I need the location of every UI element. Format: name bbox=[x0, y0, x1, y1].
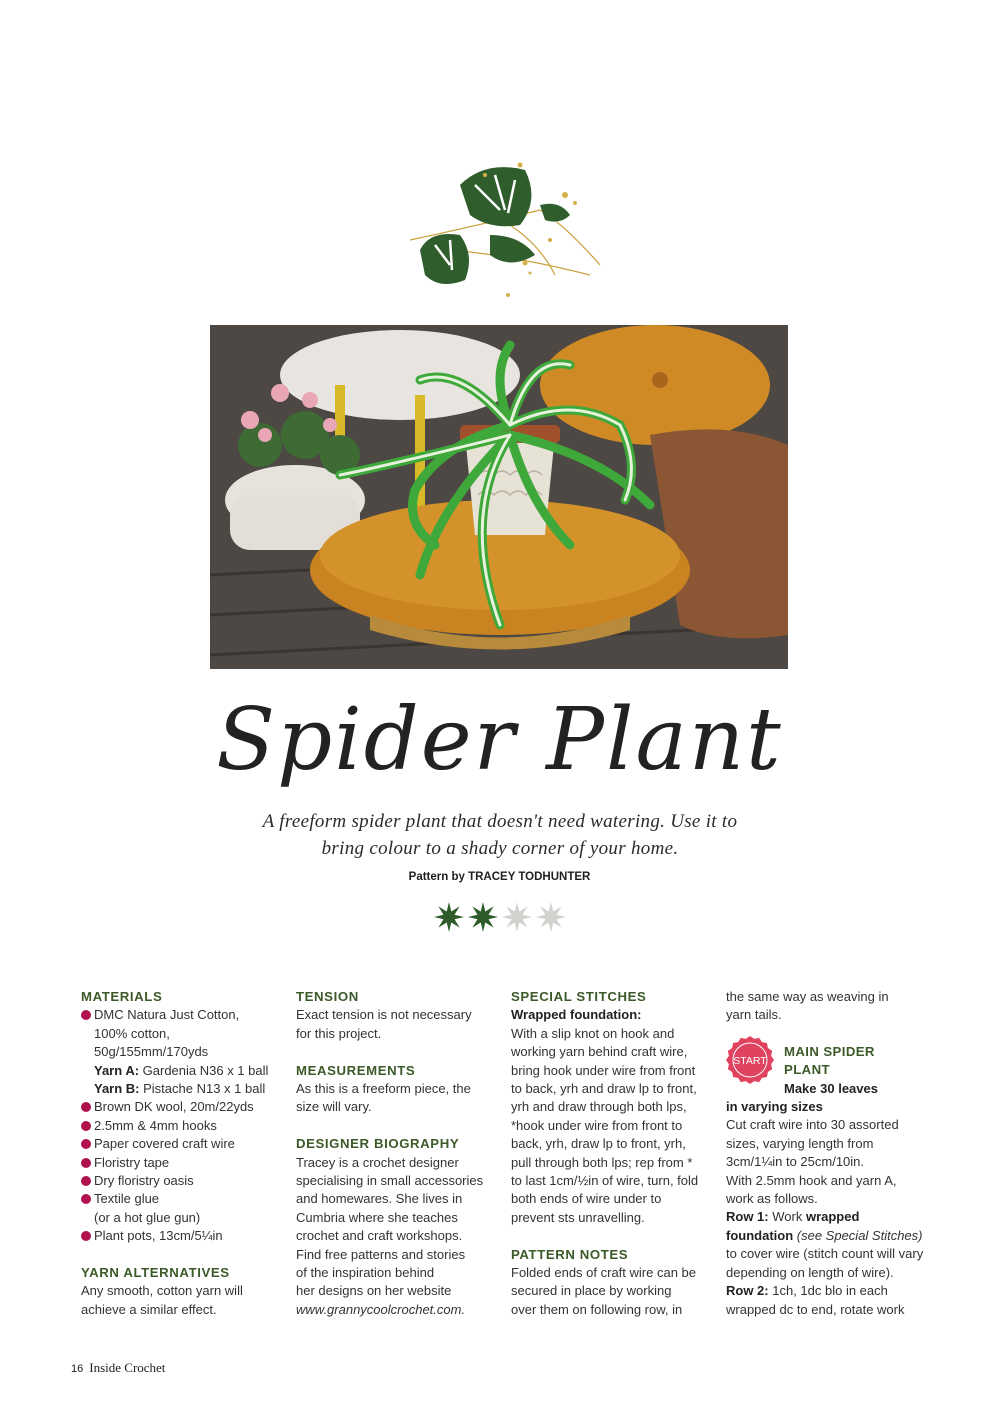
designer-biography-heading: DESIGNER BIOGRAPHY bbox=[296, 1136, 460, 1152]
empty-star-icon bbox=[502, 902, 532, 932]
body-text: and homewares. She lives in bbox=[296, 1191, 463, 1207]
body-text: the same way as weaving in bbox=[726, 989, 889, 1004]
section-heading: PLANT bbox=[784, 1062, 830, 1078]
measurements-heading: MEASUREMENTS bbox=[296, 1062, 416, 1078]
row-instruction: Row 2: 1ch, 1dc blo in each bbox=[726, 1283, 888, 1299]
body-text: work as follows. bbox=[726, 1191, 818, 1207]
body-text: yarn tails. bbox=[726, 1007, 782, 1023]
body-text: prevent sts unravelling. bbox=[511, 1209, 645, 1225]
column-tension bbox=[296, 988, 496, 1319]
body-text: secured in place by working bbox=[511, 1283, 672, 1299]
list-item: 50g/155mm/170yds bbox=[94, 1044, 209, 1060]
bullet-icon bbox=[81, 1194, 91, 1204]
intro-text bbox=[150, 808, 850, 862]
subheading: Wrapped foundation: bbox=[511, 1007, 642, 1023]
body-text: Find free patterns and stories bbox=[296, 1246, 466, 1262]
body-text: her designs on her website bbox=[296, 1283, 452, 1299]
bullet-icon bbox=[81, 1139, 91, 1149]
body-text: over them on following row, in bbox=[511, 1301, 683, 1317]
body-text: back, yrh, draw lp to front, yrh, bbox=[511, 1136, 686, 1152]
byline: Pattern by TRACEY TODHUNTER bbox=[408, 871, 591, 883]
list-item: Yarn B: Pistache N13 x 1 ball bbox=[94, 1081, 266, 1097]
body-text: to last 1cm/½in of wire, turn, fold bbox=[511, 1173, 699, 1189]
subheading: Make 30 leaves bbox=[784, 1080, 878, 1096]
materials-list bbox=[81, 1006, 281, 1245]
column-special-stitches bbox=[511, 988, 711, 1319]
special-stitches-heading: SPECIAL STITCHES bbox=[511, 989, 647, 1004]
magazine-name: Inside Crochet bbox=[89, 1360, 166, 1375]
monstera-leaf-illustration bbox=[390, 155, 620, 305]
body-text: yrh and draw through both lps, bbox=[511, 1099, 687, 1115]
empty-star-icon bbox=[536, 902, 566, 932]
page-footer bbox=[71, 1360, 165, 1376]
body-text: size will vary. bbox=[296, 1099, 372, 1115]
list-item: Paper covered craft wire bbox=[81, 1135, 281, 1153]
body-text: wrapped dc to end, rotate work bbox=[726, 1301, 905, 1317]
intro-line: A freeform spider plant that doesn't need watering. Use it to bbox=[262, 811, 738, 832]
bullet-icon bbox=[81, 1102, 91, 1112]
body-text: crochet and craft workshops. bbox=[296, 1228, 463, 1244]
badge-label: START bbox=[733, 1055, 767, 1067]
bullet-icon bbox=[81, 1231, 91, 1241]
filled-star-icon bbox=[468, 902, 498, 932]
body-text: Any smooth, cotton yarn will bbox=[81, 1283, 243, 1299]
page-title: Spider Plant bbox=[216, 690, 783, 790]
body-text: With 2.5mm hook and yarn A, bbox=[726, 1172, 897, 1188]
bullet-icon bbox=[81, 1158, 91, 1168]
bullet-icon bbox=[81, 1176, 91, 1186]
bullet-icon bbox=[81, 1121, 91, 1131]
list-item: Brown DK wool, 20m/22yds bbox=[81, 1098, 281, 1116]
bullet-icon bbox=[81, 1010, 91, 1020]
list-item: Yarn A: Gardenia N36 x 1 ball bbox=[94, 1062, 269, 1078]
body-text: With a slip knot on hook and bbox=[511, 1025, 675, 1041]
list-item: Floristry tape bbox=[81, 1154, 281, 1172]
section-heading: MAIN SPIDER bbox=[784, 1043, 875, 1059]
body-text: to back, yrh and draw lp to front, bbox=[511, 1081, 697, 1097]
materials-heading: MATERIALS bbox=[81, 989, 163, 1004]
body-text: Exact tension is not necessary bbox=[296, 1007, 472, 1023]
body-text: sizes, varying length from bbox=[726, 1135, 874, 1151]
body-text: Cumbria where she teaches bbox=[296, 1209, 458, 1225]
yarn-alternatives-heading: YARN ALTERNATIVES bbox=[81, 1265, 230, 1281]
body-text: depending on length of wire). bbox=[726, 1264, 894, 1280]
body-text: Cut craft wire into 30 assorted bbox=[726, 1117, 899, 1133]
column-materials bbox=[81, 988, 281, 1319]
tension-heading: TENSION bbox=[296, 989, 359, 1004]
subheading: in varying sizes bbox=[726, 1099, 823, 1115]
row-instruction: foundation (see Special Stitches) bbox=[726, 1227, 923, 1243]
list-item: 100% cotton, bbox=[94, 1025, 170, 1041]
body-text: bring hook under wire from front bbox=[511, 1062, 696, 1078]
body-text: working yarn behind craft wire, bbox=[511, 1044, 688, 1060]
body-text: specialising in small accessories bbox=[296, 1173, 484, 1189]
list-item: Dry floristry oasis bbox=[81, 1172, 281, 1190]
body-text: Folded ends of craft wire can be bbox=[511, 1265, 696, 1281]
list-item: (or a hot glue gun) bbox=[94, 1209, 201, 1225]
pattern-notes-heading: PATTERN NOTES bbox=[511, 1246, 629, 1262]
body-text: for this project. bbox=[296, 1025, 382, 1041]
list-item: DMC Natura Just Cotton, bbox=[81, 1006, 281, 1024]
body-text: 3cm/1¼in to 25cm/10in. bbox=[726, 1154, 865, 1170]
difficulty-rating bbox=[433, 901, 568, 933]
body-text: As this is a freeform piece, the bbox=[296, 1081, 471, 1097]
body-text: to cover wire (stitch count will vary bbox=[726, 1246, 924, 1262]
filled-star-icon bbox=[434, 902, 464, 932]
column-main-pattern bbox=[726, 988, 926, 1319]
body-text: achieve a similar effect. bbox=[81, 1301, 217, 1317]
body-text: *hook under wire from front to bbox=[511, 1117, 683, 1133]
website-link[interactable]: www.grannycoolcrochet.com. bbox=[296, 1301, 466, 1317]
body-text: of the inspiration behind bbox=[296, 1265, 435, 1281]
spider-plant-photo bbox=[210, 325, 788, 669]
list-item: Plant pots, 13cm/5¼in bbox=[81, 1227, 281, 1245]
body-text: Tracey is a crochet designer bbox=[296, 1154, 459, 1170]
list-item: Textile glue bbox=[81, 1190, 281, 1208]
body-text: pull through both lps; rep from * bbox=[511, 1154, 693, 1170]
page-number: 16 bbox=[71, 1363, 84, 1375]
list-item: 2.5mm & 4mm hooks bbox=[81, 1117, 281, 1135]
intro-line: bring colour to a shady corner of your home. bbox=[321, 838, 679, 859]
body-text: both ends of wire under to bbox=[511, 1191, 662, 1207]
row-instruction: Row 1: Work wrapped bbox=[726, 1209, 860, 1225]
